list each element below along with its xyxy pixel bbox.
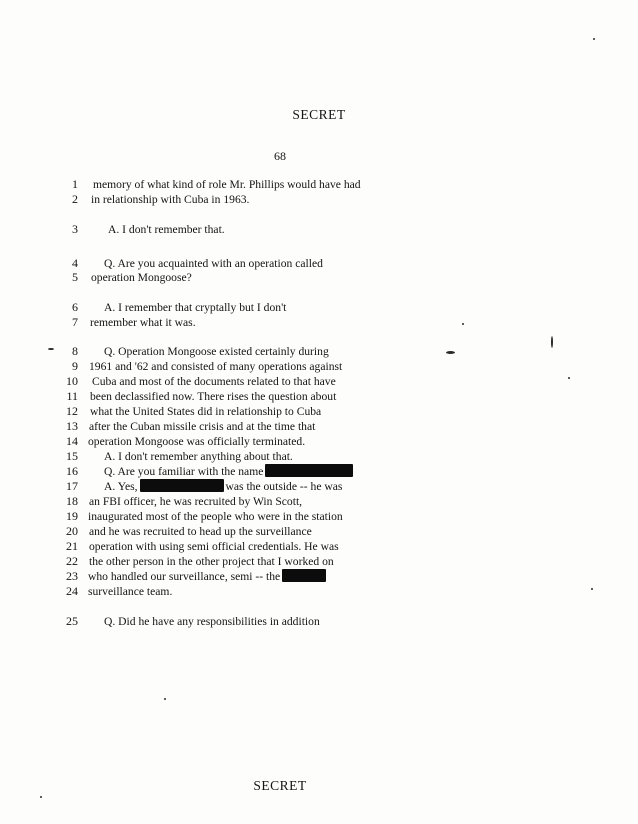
line-number: 14 <box>66 434 78 448</box>
line-segment: A. I don't remember anything about that. <box>104 450 293 463</box>
line-segment: been declassified now. There rises the question about <box>90 390 337 403</box>
transcript-line <box>0 315 638 330</box>
line-segment: and he was recruited to head up the surveillance <box>89 525 312 538</box>
line-segment: surveillance team. <box>88 585 173 598</box>
scan-speck <box>446 351 455 354</box>
line-segment: A. Yes, <box>104 480 138 493</box>
line-number: 15 <box>66 449 78 463</box>
line-text <box>90 404 321 419</box>
line-segment: operation Mongoose was officially terminated. <box>88 435 306 448</box>
line-text <box>90 389 336 404</box>
transcript-line <box>0 256 638 271</box>
line-number: 2 <box>72 192 78 206</box>
line-text <box>92 374 336 389</box>
line-segment: in relationship with Cuba in 1963. <box>91 193 250 206</box>
transcript-line <box>0 464 638 479</box>
line-segment: Cuba and most of the documents related to that have <box>92 375 336 388</box>
line-number: 23 <box>66 569 78 583</box>
line-text <box>93 177 361 192</box>
line-number: 7 <box>72 315 78 329</box>
line-text <box>89 524 312 539</box>
transcript-line <box>0 524 638 539</box>
line-segment: inaugurated most of the people who were in the station <box>88 510 343 523</box>
line-number: 12 <box>66 404 78 418</box>
redaction-box <box>265 464 353 477</box>
transcript-line <box>0 494 638 509</box>
transcript-line <box>0 344 638 359</box>
line-text <box>89 494 302 509</box>
transcript-line <box>0 419 638 434</box>
line-segment: A. I don't remember that. <box>108 223 225 236</box>
line-segment: who handled our surveillance, semi -- the <box>88 570 281 583</box>
line-text <box>104 479 342 494</box>
line-segment: Q. Are you acquainted with an operation called <box>104 257 323 270</box>
redaction-box <box>282 569 326 582</box>
line-segment: the other person in the other project that I worked on <box>89 555 334 568</box>
redaction-box <box>140 479 224 492</box>
line-text <box>89 539 339 554</box>
line-number: 9 <box>72 359 78 373</box>
line-segment: Q. Did he have any responsibilities in addition <box>104 615 320 628</box>
line-text <box>88 434 305 449</box>
line-text <box>91 192 249 207</box>
transcript-line <box>0 359 638 374</box>
transcript-line <box>0 222 638 237</box>
line-text <box>88 584 172 599</box>
line-text <box>89 359 342 374</box>
line-number: 17 <box>66 479 78 493</box>
page-number: 68 <box>274 149 286 163</box>
transcript-line <box>0 554 638 569</box>
scan-speck <box>568 377 570 379</box>
line-text <box>88 509 343 524</box>
line-number: 5 <box>72 270 78 284</box>
line-number: 22 <box>66 554 78 568</box>
line-segment: Q. Operation Mongoose existed certainly during <box>104 345 329 358</box>
line-number: 18 <box>66 494 78 508</box>
scan-speck <box>462 323 464 325</box>
line-segment: memory of what kind of role Mr. Phillips would have had <box>93 178 361 191</box>
line-number: 16 <box>66 464 78 478</box>
line-number: 19 <box>66 509 78 523</box>
line-number: 11 <box>66 389 78 403</box>
line-text <box>104 464 355 479</box>
transcript-line <box>0 584 638 599</box>
line-number: 20 <box>66 524 78 538</box>
transcript-line <box>0 300 638 315</box>
scan-speck <box>164 698 166 700</box>
line-text <box>89 554 334 569</box>
line-number: 4 <box>72 256 78 270</box>
line-text <box>88 569 328 584</box>
line-text <box>90 315 196 330</box>
line-segment: operation Mongoose? <box>91 271 192 284</box>
scan-speck <box>591 588 593 590</box>
line-text <box>104 614 320 629</box>
line-number: 10 <box>66 374 78 388</box>
line-segment: Q. Are you familiar with the name <box>104 465 264 478</box>
transcript-line <box>0 569 638 584</box>
line-text <box>108 222 225 237</box>
line-number: 21 <box>66 539 78 553</box>
transcript-line <box>0 404 638 419</box>
transcript-line <box>0 270 638 285</box>
line-number: 6 <box>72 300 78 314</box>
line-number: 24 <box>66 584 78 598</box>
line-number: 25 <box>66 614 78 628</box>
line-segment: an FBI officer, he was recruited by Win Scott, <box>89 495 303 508</box>
transcript-line <box>0 614 638 629</box>
transcript-line <box>0 539 638 554</box>
scan-speck <box>48 348 54 350</box>
scan-speck <box>593 38 595 40</box>
line-text <box>89 419 315 434</box>
line-number: 1 <box>72 177 78 191</box>
line-text <box>91 270 192 285</box>
scan-speck <box>40 796 42 798</box>
line-segment: 1961 and '62 and consisted of many operations against <box>89 360 343 373</box>
line-text <box>104 449 293 464</box>
scan-speck <box>551 336 553 348</box>
transcript-line <box>0 177 638 192</box>
line-segment: remember what it was. <box>90 316 196 329</box>
line-number: 13 <box>66 419 78 433</box>
line-text <box>104 300 286 315</box>
line-text <box>104 344 329 359</box>
transcript-line <box>0 192 638 207</box>
line-segment: after the Cuban missile crisis and at the time that <box>89 420 316 433</box>
line-segment: was the outside -- he was <box>225 480 343 493</box>
transcript-line <box>0 434 638 449</box>
line-number: 8 <box>72 344 78 358</box>
line-number: 3 <box>72 222 78 236</box>
transcript-line <box>0 509 638 524</box>
line-segment: operation with using semi official credentials. He was <box>89 540 339 553</box>
line-segment: what the United States did in relationship to Cuba <box>90 405 322 418</box>
transcript-line <box>0 374 638 389</box>
line-text <box>104 256 323 271</box>
classification-header: SECRET <box>292 107 346 122</box>
transcript-line <box>0 449 638 464</box>
transcript-line <box>0 389 638 404</box>
line-segment: A. I remember that cryptally but I don't <box>104 301 287 314</box>
transcript-line <box>0 479 638 494</box>
classification-footer: SECRET <box>253 778 307 793</box>
